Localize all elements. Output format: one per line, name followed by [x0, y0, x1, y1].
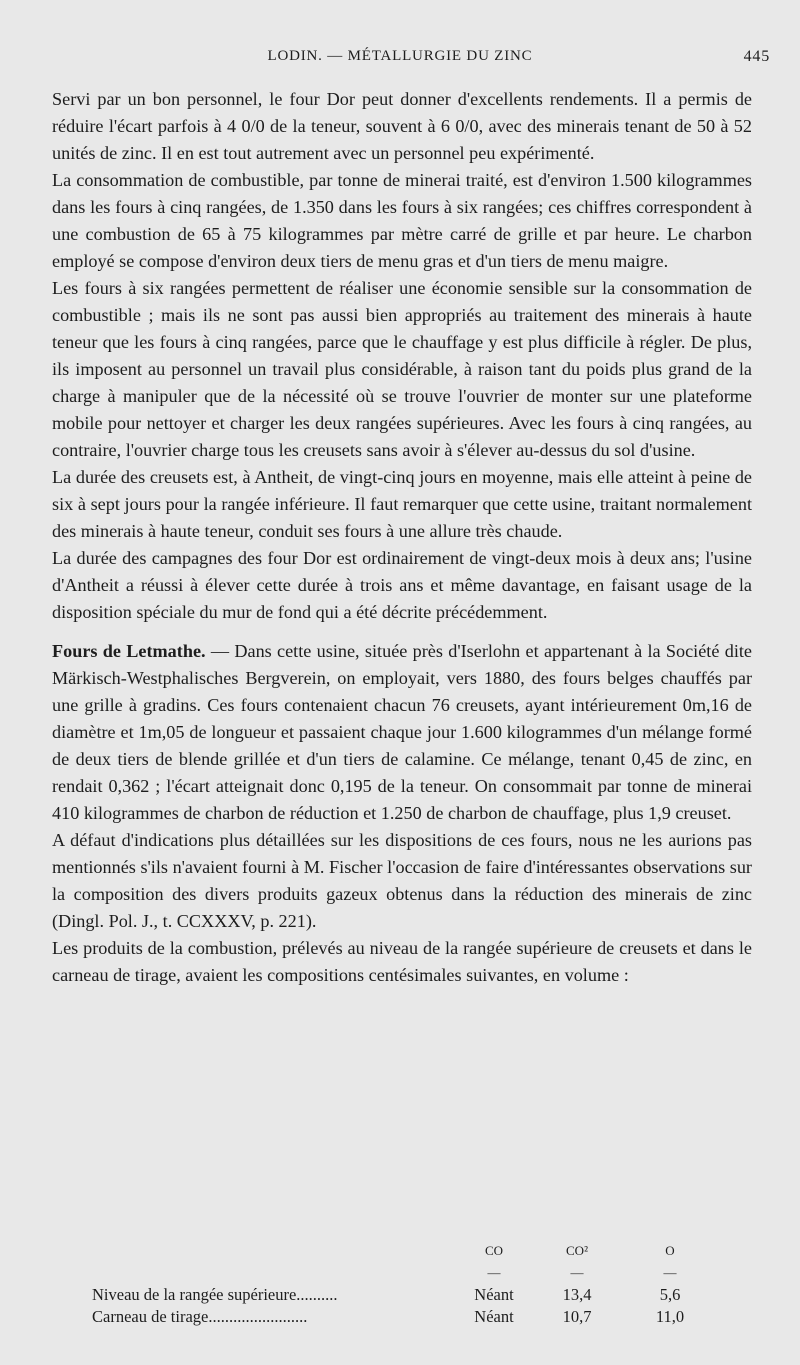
page-number: 445 [743, 48, 770, 65]
cell-co2: 10,7 [562, 1307, 592, 1326]
running-header [0, 48, 800, 70]
body-text [52, 86, 752, 989]
section-text: — Dans cette usine, située près d'Iserlohn et appartenant à la Société dite Märkisch-Westphalisches Bergverein, on employait, vers 1880, des fours belges chauffés par une grille à gradins. Ces fours contenaient chacun 76 creusets, ayant intérieurement 0m,16 de diamètre et 1m,05 de longueur et passaient chaque jour 1.600 kilogrammes d'un mélange formé de deux tiers de blende grillée et d'un tiers de calamine. Ce mélange, tenant 0,45 de zinc, en rendait 0,362 ; l'écart atteignait donc 0,195 de la teneur. On consommait par tonne de minerai 410 kilogrammes de charbon de réduction et 1.250 de charbon de chauffage, plus 1,9 creuset. [52, 641, 752, 823]
paragraph: La consommation de combustible, par tonne de minerai traité, est d'environ 1.500 kilogrammes dans les fours à cinq rangées, de 1.350 dans les fours à six rangées; ces chiffres correspondent à une combustion de 65 à 75 kilogrammes par mètre carré de grille et par heure. Le charbon employé se compose d'environ deux tiers de menu gras et d'un tiers de menu maigre. [52, 170, 752, 271]
header-title: LODIN. — MÉTALLURGIE DU ZINC [267, 48, 533, 64]
cell-co: Néant [474, 1285, 514, 1304]
gas-composition-table [92, 1240, 692, 1328]
table-header-row [92, 1240, 692, 1262]
table-dash-row [92, 1262, 692, 1284]
row-label: Niveau de la rangée supérieure.......... [92, 1285, 338, 1304]
paragraph: Les fours à six rangées permettent de réaliser une économie sensible sur la consommation de combustible ; mais ils ne sont pas aussi bien appropriés au traitement des minerais à haute teneur que les fours à cinq rangées, parce que le chauffage y est plus difficile à régler. De plus, ils imposent au personnel un travail plus considérable, à raison tant du poids plus grand de la charge à manipuler que de la nécessité où se trouve l'ouvrier de monter sur une plateforme mobile pour nettoyer et charger les deux rangées supérieures. Avec les fours à cinq rangées, au contraire, l'ouvrier charge tous les creusets sans avoir à s'élever au-dessus du sol d'usine. [52, 278, 752, 460]
paragraph: A défaut d'indications plus détaillées sur les dispositions de ces fours, nous ne les aurions pas mentionnés s'ils n'avaient fourni à M. Fischer l'occasion de faire d'intéressantes observations sur la composition des divers produits gazeux obtenus dans la réduction des minerais de zinc (Dingl. Pol. J., t. CCXXXV, p. 221). [52, 830, 752, 931]
dash: — [487, 1265, 501, 1280]
paragraph: La durée des creusets est, à Antheit, de vingt-cinq jours en moyenne, mais elle atteint à peine de six à sept jours pour la rangée inférieure. Il faut remarquer que cette usine, traitant normalement des minerais à haute teneur, conduit ses fours à une allure très chaude. [52, 467, 752, 541]
paragraph: Les produits de la combustion, prélevés au niveau de la rangée supérieure de creusets et dans le carneau de tirage, avaient les compositions centésimales suivantes, en volume : [52, 938, 752, 985]
section-heading: Fours de Letmathe. [52, 641, 206, 661]
column-header-o: O [665, 1243, 675, 1258]
column-header-co2: CO² [566, 1243, 588, 1258]
paragraph: Servi par un bon personnel, le four Dor peut donner d'excellents rendements. Il a permis de réduire l'écart parfois à 4 0/0 de la teneur, souvent à 6 0/0, avec des minerais tenant de 50 à 52 unités de zinc. Il en est tout autrement avec un personnel peu expérimenté. [52, 89, 752, 163]
dash: — [570, 1265, 584, 1280]
cell-o: 5,6 [659, 1285, 681, 1304]
paragraph: La durée des campagnes des four Dor est ordinairement de vingt-deux mois à deux ans; l'usine d'Antheit a réussi à élever cette durée à trois ans et même davantage, en faisant usage de la disposition spéciale du mur de fond qui a été décrite précédemment. [52, 548, 752, 622]
cell-co: Néant [474, 1307, 514, 1326]
column-header-co: CO [484, 1243, 504, 1258]
dash: — [663, 1265, 677, 1280]
section-paragraph [52, 638, 752, 827]
table-row [92, 1306, 692, 1328]
cell-co2: 13,4 [562, 1285, 592, 1304]
row-label: Carneau de tirage........................ [92, 1307, 308, 1326]
table-row [92, 1284, 692, 1306]
cell-o: 11,0 [655, 1307, 685, 1326]
